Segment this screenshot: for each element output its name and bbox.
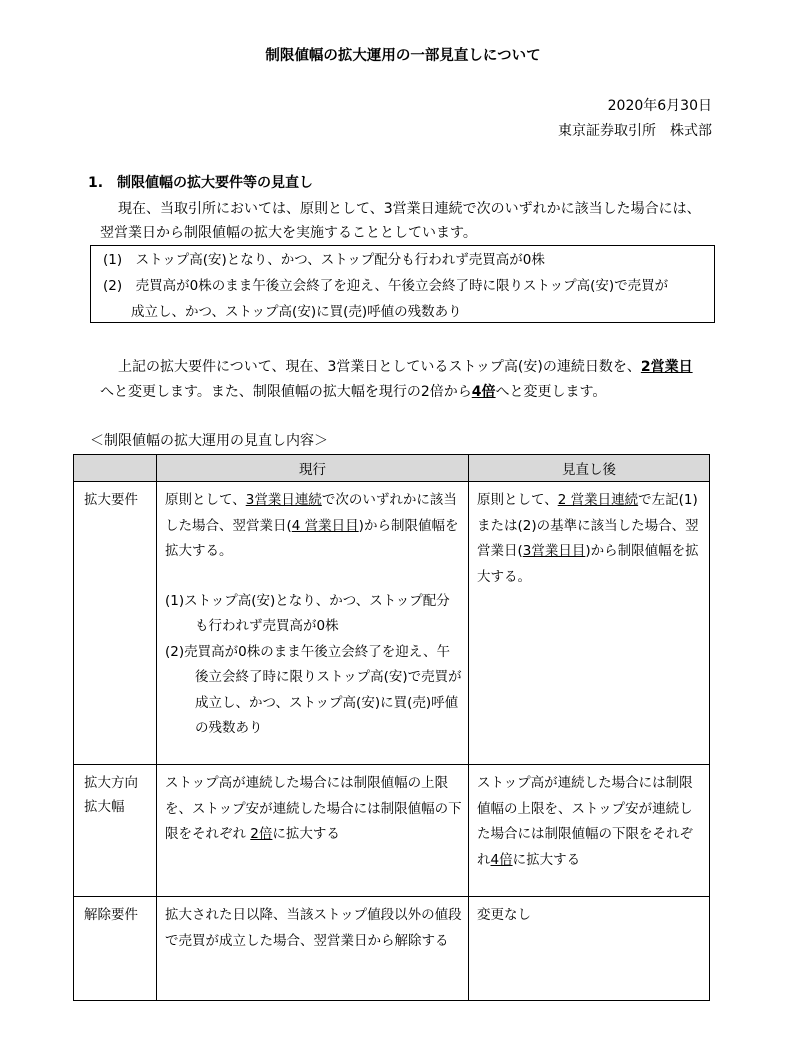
current-cell (157, 482, 469, 765)
criteria-item-2: (2) 売買高が0株のまま午後立会終了を迎え、午後立会終了時に限りストップ高(安)で売買が (103, 278, 669, 294)
header-empty (74, 455, 157, 482)
underlined-text: 2倍 (250, 826, 273, 842)
row-label-line: 拡大方向 (84, 775, 138, 791)
row-label: 解除要件 (74, 897, 157, 1001)
organization: 東京証券取引所 株式部 (558, 123, 712, 139)
intro-paragraph-line1: 現在、当取引所においては、原則として、3営業日連続で次のいずれかに該当した場合には、 (118, 201, 701, 217)
section-heading: 1. 制限値幅の拡大要件等の見直し (88, 175, 314, 191)
criteria-item-2-cont: 成立し、かつ、ストップ高(安)に買(売)呼値の残数あり (131, 304, 462, 320)
header-current: 現行 (157, 455, 469, 482)
list-item: (2)売買高が0株のまま午後立会終了を迎え、午後立会終了時に限りストップ高(安)で売買が成立し、かつ、ストップ高(安)に買(売)呼値の残数あり (165, 643, 462, 736)
change-text: へと変更します。 (495, 384, 607, 400)
header-revised: 見直し後 (469, 455, 710, 482)
new-multiplier-emphasis: 4倍 (471, 384, 496, 400)
comparison-table (73, 454, 710, 1001)
underlined-text: 4 営業日目 (291, 517, 359, 534)
text: ストップ高が連続した場合には制限値幅の上限を、ストップ安が連続した場合には制限値幅の下限をそれぞれ (477, 775, 693, 868)
row-label-line: 拡大幅 (84, 799, 125, 815)
text: ストップ高が連続した場合には制限値幅の上限を、ストップ安が連続した場合には制限値幅の下限をそれぞれ (165, 775, 462, 842)
revised-cell (469, 482, 710, 765)
text: )から制限値幅を拡大する。 (477, 543, 699, 585)
text: に拡大する (512, 851, 581, 868)
current-requirement (165, 488, 462, 565)
underlined-text: 2 営業日連続 (557, 492, 639, 508)
text: 原則として、 (477, 492, 558, 508)
page-title: 制限値幅の拡大運用の一部見直しについて (265, 48, 541, 64)
date: 2020年6月30日 (607, 98, 712, 114)
current-cell: 拡大された日以降、当該ストップ値段以外の値段で売買が成立した場合、翌営業日から解除する (157, 897, 469, 1001)
text: で左記(1)または(2)の基準に該当した場合、翌営業日( (477, 492, 699, 559)
table-caption: ＜制限値幅の拡大運用の見直し内容＞ (90, 433, 328, 449)
revised-cell: 変更なし (469, 897, 710, 1001)
revised-requirement (477, 488, 703, 590)
criteria-item-1: (1) ストップ高(安)となり、かつ、ストップ配分も行われず売買高が0株 (103, 252, 545, 268)
intro-paragraph-line2: 翌営業日から制限値幅の拡大を実施することとしています。 (100, 225, 477, 241)
table-row (74, 765, 710, 897)
table-header-row (74, 455, 710, 482)
change-text: へと変更します。また、制限値幅の拡大幅を現行の2倍から (100, 384, 472, 400)
table-row (74, 897, 710, 1001)
text: に拡大する (272, 826, 340, 842)
underlined-text: 3営業日目 (522, 543, 586, 559)
revised-cell (469, 765, 710, 897)
text: 原則として、 (165, 492, 246, 508)
current-cell (157, 765, 469, 897)
change-text: 上記の拡大要件について、現在、3営業日としているストップ高(安)の連続日数を、 (118, 359, 641, 375)
criteria-box (90, 245, 715, 323)
underlined-text: 4倍 (490, 851, 513, 868)
row-label: 拡大要件 (74, 482, 157, 765)
row-label (74, 765, 157, 897)
text: )から制限値幅を拡大する。 (165, 517, 459, 559)
table-row (74, 482, 710, 765)
underlined-text: 3営業日連続 (245, 492, 322, 508)
new-days-emphasis: 2営業日 (640, 359, 693, 375)
text: で次のいずれかに該当した場合、翌営業日( (165, 492, 457, 534)
list-item: (1)ストップ高(安)となり、かつ、ストップ配分も行われず売買高が0株 (165, 592, 450, 634)
change-paragraph-line2 (100, 381, 606, 401)
change-paragraph-line1 (118, 356, 693, 376)
